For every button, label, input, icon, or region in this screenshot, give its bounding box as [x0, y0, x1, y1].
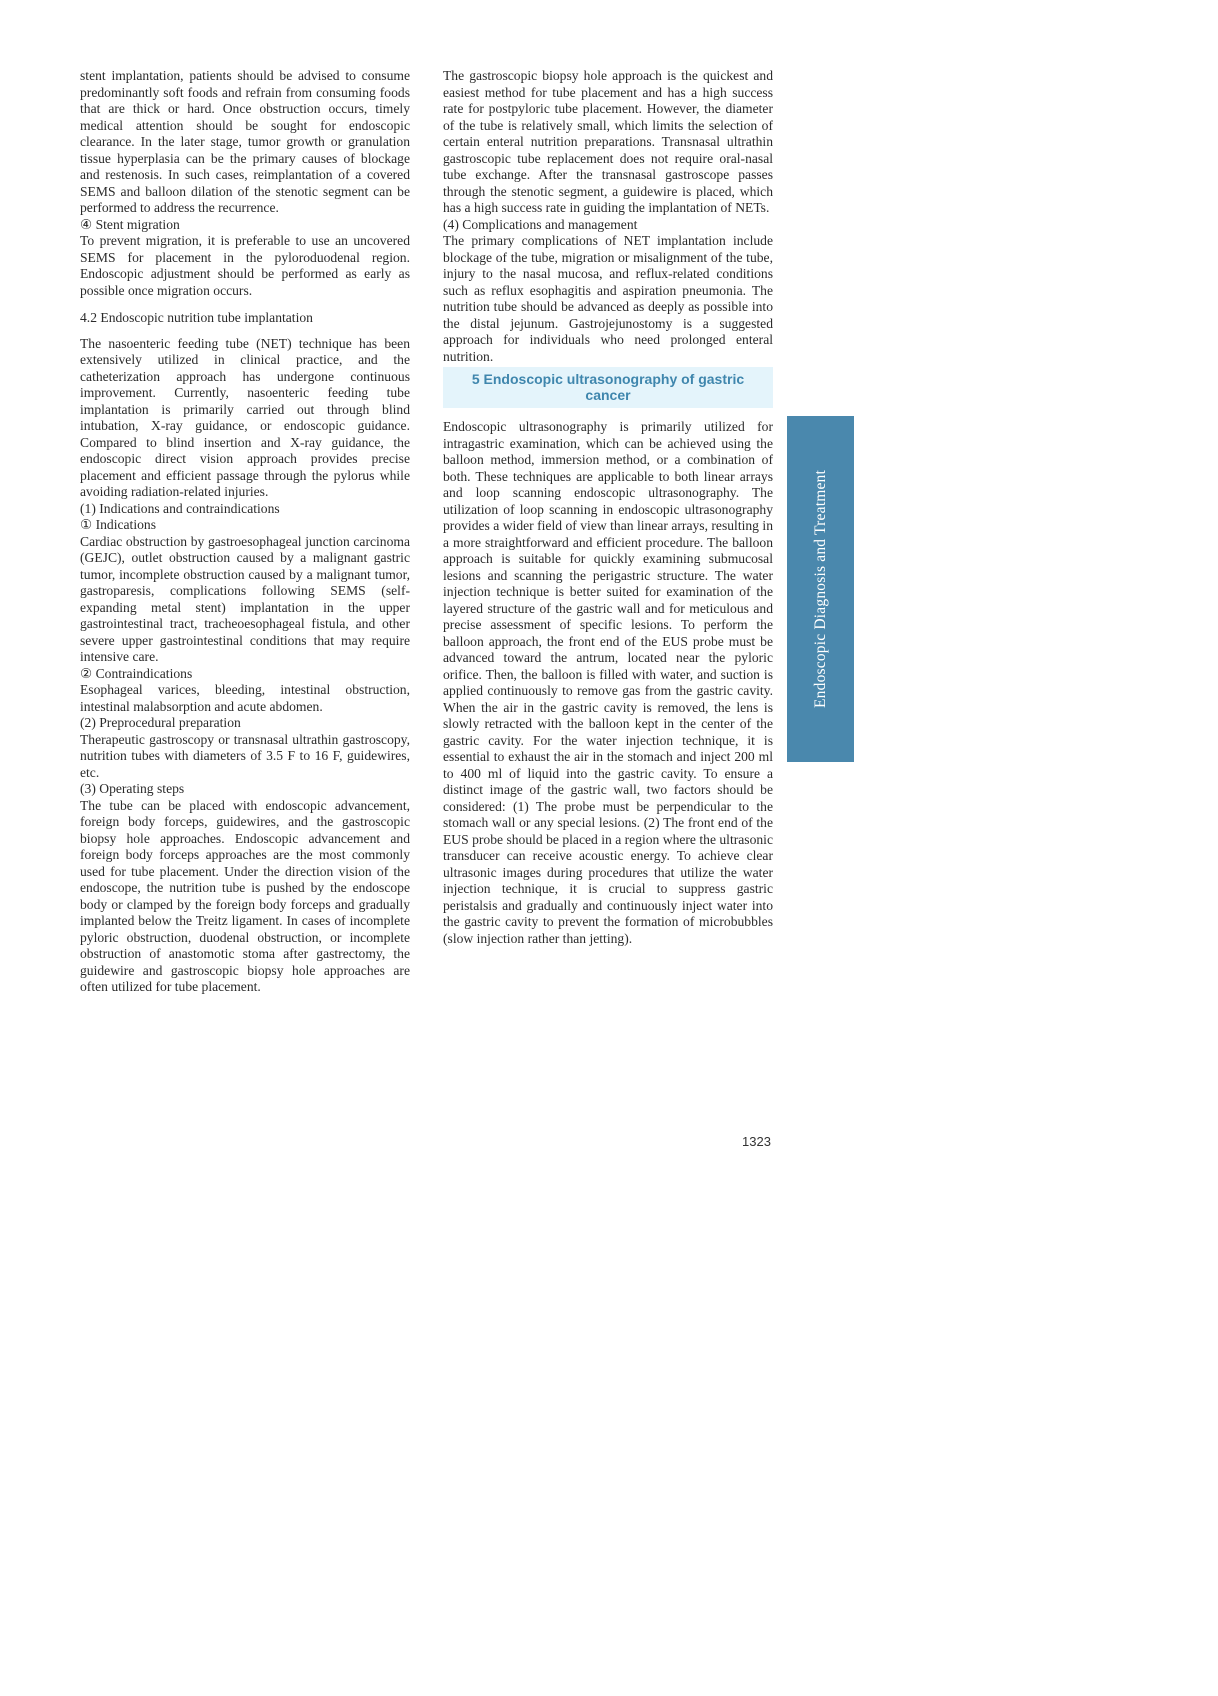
section-heading-4-2: 4.2 Endoscopic nutrition tube implantation	[80, 310, 313, 325]
right-column	[443, 68, 773, 947]
paragraph: Esophageal varices, bleeding, intestinal obstruction, intestinal malabsorption and acute abdomen.	[80, 682, 410, 714]
paragraph: The gastroscopic biopsy hole approach is the quickest and easiest method for tube placement and has a high success rate for postpyloric tube placement. However, the diameter of the tube is relatively small, which limits the selection of certain enteral nutrition preparations. Transnasal ultrathin gastroscopic tube replacement does not require oral-nasal tube exchange. After the transnasal gastroscope passes through the stenotic segment, a guidewire is placed, which has a high success rate in guiding the implantation of NETs.	[443, 68, 773, 215]
paragraph: Therapeutic gastroscopy or transnasal ultrathin gastroscopy, nutrition tubes with diameters of 3.5 F to 16 F, guidewires, etc.	[80, 731, 410, 780]
subheading-indications-contraindications: (1) Indications and contraindications	[80, 500, 280, 516]
paragraph: To prevent migration, it is preferable to use an uncovered SEMS for placement in the pyloroduodenal region. Endoscopic adjustment should be performed as early as possible once migration occurs.	[80, 233, 410, 298]
paragraph: The nasoenteric feeding tube (NET) technique has been extensively utilized in clinical practice, and the catheterization approach has undergone continuous improvement. Currently, nasoenteric feeding tube implantation is primarily carried out through blind intubation, X-ray guidance, or endoscopic guidance. Compared to blind insertion and X-ray guidance, the endoscopic direct vision approach provides precise placement and efficient passage through the pylorus while avoiding radiation-related injuries.	[80, 335, 410, 499]
paragraph: Endoscopic ultrasonography is primarily utilized for intragastric examination, which can be achieved using the balloon method, immersion method, or a combination of both. These techniques are applicable to both linear arrays and loop scanning endoscopic ultrasonography. The utilization of loop scanning in endoscopic ultrasonography provides a wider field of view than linear arrays, resulting in a more straightforward and efficient procedure. The balloon approach is suitable for quickly examining submucosal lesions and scanning the perigastric structure. The water injection technique is better suited for examination of the layered structure of the gastric wall and for meticulous and precise assessment of specific lesions. To perform the balloon approach, the front end of the EUS probe must be advanced toward the antrum, located near the pyloric orifice. Then, the balloon is filled with water, and suction is applied continuously to remove gas from the gastric cavity. When the air in the gastric cavity is removed, the lens is slowly retracted with the balloon kept in the center of the gastric cavity. For the water injection technique, it is essential to exhaust the air in the stomach and inject 200 ml to 400 ml of liquid into the gastric cavity. To ensure a distinct image of the gastric wall, two factors should be considered: (1) The probe must be perpendicular to the stomach wall or any special lesions. (2) The front end of the EUS probe should be placed in a region where the ultrasonic transducer can receive acoustic energy. To achieve clear ultrasonic images during procedures that utilize the water injection technique, it is crucial to suppress gastric peristalsis and gradually and continuously inject water into the gastric cavity to prevent the formation of microbubbles (slow injection rather than jetting).	[443, 419, 773, 946]
subheading-complications: (4) Complications and management	[443, 216, 638, 232]
paragraph: stent implantation, patients should be advised to consume predominantly soft foods and refrain from consuming foods that are thick or hard. Once obstruction occurs, timely medical attention should be sought for endoscopic clearance. In the later stage, tumor growth or granulation tissue hyperplasia can be the primary causes of blockage and restenosis. In such cases, reimplantation of a covered SEMS and balloon dilation of the stenotic segment can be performed to address the recurrence.	[80, 68, 410, 215]
paragraph: The tube can be placed with endoscopic advancement, foreign body forceps, guidewires, and the gastroscopic biopsy hole approaches. Endoscopic advancement and foreign body forceps approaches are the most commonly used for tube placement. Under the direction vision of the endoscope, the nutrition tube is pushed by the endoscope body or clamped by the foreign body forceps and gradually implanted below the Treitz ligament. In cases of incomplete pyloric obstruction, duodenal obstruction, or incomplete obstruction of anastomotic stoma after gastrectomy, the guidewire and gastroscopic biopsy hole approaches are often utilized for tube placement.	[80, 797, 410, 994]
subheading-stent-migration: ④ Stent migration	[80, 216, 180, 232]
subheading-preprocedural-preparation: (2) Preprocedural preparation	[80, 715, 241, 730]
paragraph: The primary complications of NET implantation include blockage of the tube, migration or misalignment of the tube, injury to the nasal mucosa, and reflux-related conditions such as reflux esophagitis and aspiration pneumonia. The nutrition tube should be advanced as deeply as possible into the distal jejunum. Gastrojejunostomy is a suggested approach for individuals who need prolonged enteral nutrition.	[443, 233, 773, 364]
page-number: 1323	[742, 1134, 771, 1149]
subheading-operating-steps: (3) Operating steps	[80, 781, 185, 796]
left-column	[80, 68, 410, 996]
section-heading-5-box: 5 Endoscopic ultrasonography of gastric cancer	[443, 367, 773, 408]
paragraph: Cardiac obstruction by gastroesophageal junction carcinoma (GEJC), outlet obstruction caused by a malignant gastric tumor, incomplete obstruction caused by a malignant tumor, gastroparesis, complications following SEMS (self-expanding metal stent) implantation in the upper gastrointestinal tract, tracheoesophageal fistula, and other severe upper gastrointestinal conditions that may require intensive care.	[80, 533, 410, 664]
side-tab-label: Endoscopic Diagnosis and Treatment	[811, 470, 829, 708]
subheading-indications: ① Indications	[80, 517, 156, 532]
side-tab	[787, 416, 854, 762]
subheading-contraindications: ② Contraindications	[80, 665, 193, 681]
